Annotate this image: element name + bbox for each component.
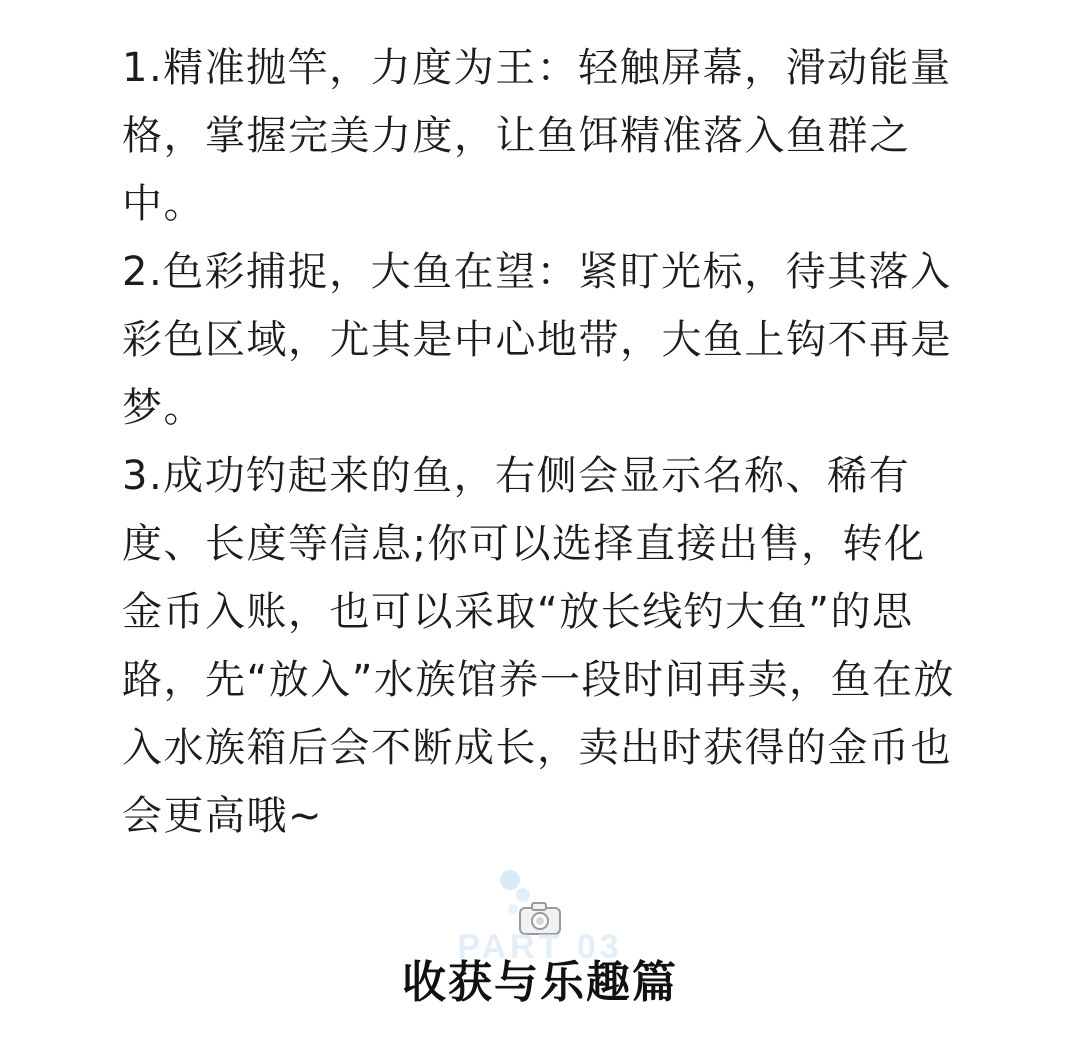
section-header (0, 860, 1080, 1046)
paragraph-1: 1.精准抛竿，力度为王：轻触屏幕，滑动能量格，掌握完美力度，让鱼饵精准落入鱼群之中。 (122, 45, 952, 227)
bubble-decoration (508, 904, 518, 914)
section-title: 收获与乐趣篇 (402, 957, 678, 1008)
paragraph-2: 2.色彩捕捉，大鱼在望：紧盯光标，待其落入彩色区域，尤其是中心地带，大鱼上钩不再是梦。 (122, 249, 952, 431)
paragraph-3: 3.成功钓起来的鱼，右侧会显示名称、稀有度、长度等信息;你可以选择直接出售，转化金币入账，也可以采取“放长线钓大鱼”的思路，先“放入”水族馆养一段时间再卖，鱼在放入水族箱后会不断成长，卖出时获得的金币也会更高哦~ (122, 453, 955, 839)
article-body (122, 34, 962, 850)
bubble-decoration (500, 870, 520, 890)
section-watermark: PART 03 (457, 928, 623, 966)
